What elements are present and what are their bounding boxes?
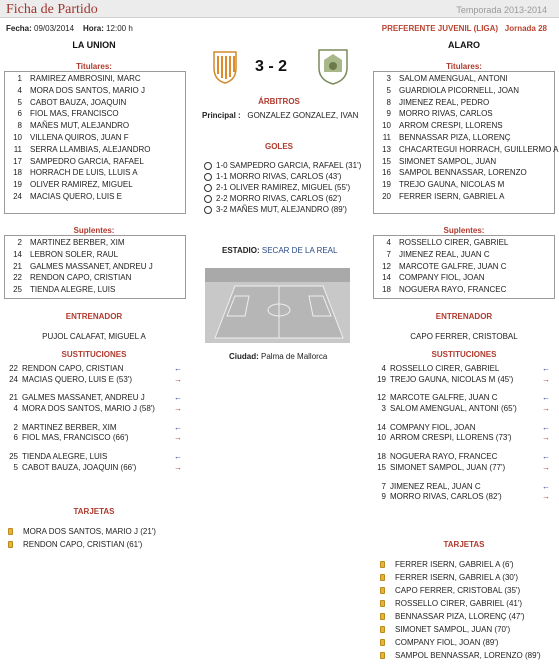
player-name[interactable]: OLIVER RAMIREZ, MIGUEL <box>30 180 133 190</box>
ball-icon <box>204 173 212 181</box>
player-row[interactable] <box>374 272 554 284</box>
goal-text: 1-1 MORRO RIVAS, CARLOS (43') <box>216 172 342 181</box>
page-title: Ficha de Partido <box>6 2 98 17</box>
player-number: 21 <box>13 261 22 271</box>
card-row <box>380 571 559 584</box>
home-starting-lineup <box>4 71 186 214</box>
player-number: 5 <box>13 462 18 472</box>
arrow-left-icon: ← <box>542 481 550 491</box>
card-row <box>380 558 559 571</box>
player-row[interactable] <box>374 249 554 261</box>
player-number: 15 <box>377 462 386 472</box>
player-number: 10 <box>382 121 391 131</box>
home-subs-label: SUSTITUCIONES <box>61 350 127 359</box>
card-text: MORA DOS SANTOS, MARIO J (21') <box>23 527 156 536</box>
player-row[interactable] <box>5 191 185 203</box>
player-number: 9 <box>381 492 386 502</box>
player-name[interactable]: RAMIREZ AMBROSINI, MARC <box>30 74 141 83</box>
player-name[interactable]: TIENDA ALEGRE, LUIS <box>22 452 108 462</box>
yellow-card-icon <box>8 541 13 548</box>
player-row[interactable] <box>5 284 185 296</box>
player-row[interactable] <box>374 156 554 168</box>
player-number: 16 <box>382 168 391 178</box>
referee: Principal : GONZALEZ GONZALEZ, IVAN <box>202 111 359 120</box>
ball-icon <box>204 206 212 214</box>
goal-row <box>204 160 364 171</box>
player-number: 17 <box>13 156 22 166</box>
player-number: 8 <box>17 121 22 131</box>
yellow-card-icon <box>380 600 385 607</box>
player-name[interactable]: SAMPEDRO GARCIA, RAFAEL <box>30 156 144 166</box>
player-row[interactable] <box>374 237 554 249</box>
substitution-row[interactable] <box>0 452 186 463</box>
card-row <box>380 584 559 597</box>
away-team-logo <box>316 46 350 86</box>
player-name[interactable]: SERRA LLAMBIAS, ALEJANDRO <box>30 144 151 154</box>
player-row[interactable] <box>374 191 554 203</box>
match-date: Fecha: 09/03/2014 Hora: 12:00 h <box>6 24 133 33</box>
home-substitutions <box>0 364 186 482</box>
player-row[interactable] <box>5 85 185 97</box>
player-row[interactable] <box>5 156 185 168</box>
substitution-row[interactable] <box>368 463 554 474</box>
player-name[interactable]: SALOM AMENGUAL, ANTONI (65') <box>390 404 517 414</box>
player-row[interactable] <box>5 97 185 109</box>
player-name[interactable]: FIOL MAS, FRANCISCO <box>30 109 119 119</box>
arrow-left-icon: ← <box>542 422 550 432</box>
player-number: 15 <box>382 156 391 166</box>
substitution-row[interactable] <box>368 433 554 444</box>
arrow-right-icon: → <box>542 404 550 414</box>
score: 3 - 2 <box>255 58 288 75</box>
player-number: 14 <box>377 422 386 432</box>
away-coach: CAPO FERRER, CRISTOBAL <box>410 332 518 341</box>
substitution-row[interactable] <box>368 452 554 463</box>
player-name[interactable]: LEBRON SOLER, RAUL <box>30 249 119 259</box>
player-name[interactable]: JIMENEZ REAL, JUAN C <box>390 481 481 491</box>
away-coach-label: ENTRENADOR <box>435 312 493 321</box>
card-row <box>380 597 559 610</box>
substitution-row[interactable] <box>0 433 186 444</box>
player-name[interactable]: TREJO GAUNA, NICOLAS M <box>399 180 505 190</box>
ball-icon <box>204 184 212 192</box>
goal-row <box>204 204 364 215</box>
home-suplentes-label: Suplentes: <box>73 226 115 235</box>
yellow-card-icon <box>8 528 13 535</box>
player-number: 4 <box>381 364 386 373</box>
substitution-row[interactable] <box>0 423 186 434</box>
player-row[interactable] <box>5 108 185 120</box>
player-number: 8 <box>386 97 391 107</box>
player-name[interactable]: COMPANY FIOL, JOAN <box>399 273 485 283</box>
home-team-name[interactable]: LA UNION <box>72 40 116 50</box>
home-coach: PUJOL CALAFAT, MIGUEL A <box>42 332 146 341</box>
player-number: 1 <box>17 74 22 83</box>
home-team-logo <box>212 48 238 84</box>
player-number: 11 <box>13 144 22 154</box>
player-number: 12 <box>382 261 391 271</box>
player-row[interactable] <box>374 167 554 179</box>
away-cards <box>380 558 559 662</box>
player-row[interactable] <box>5 272 185 284</box>
player-number: 14 <box>382 273 391 283</box>
player-name[interactable]: CABOT BAUZA, JOAQUIN (66') <box>22 462 137 472</box>
substitution-row[interactable] <box>368 492 554 503</box>
away-starting-lineup <box>373 71 559 214</box>
card-row <box>8 525 188 538</box>
player-name[interactable]: TIENDA ALEGRE, LUIS <box>30 285 116 295</box>
arrow-left-icon: ← <box>174 364 182 373</box>
player-name[interactable]: ROSSELLO CIRER, GABRIEL <box>399 238 509 247</box>
player-row[interactable] <box>374 284 554 296</box>
player-number: 19 <box>382 180 391 190</box>
player-name[interactable]: MARCOTE GALFRE, JUAN C <box>399 261 507 271</box>
home-titulares-label: Titulares: <box>76 62 112 71</box>
yellow-card-icon <box>380 626 385 633</box>
player-row[interactable] <box>374 261 554 273</box>
away-subs-label: SUSTITUCIONES <box>431 350 497 359</box>
ball-icon <box>204 195 212 203</box>
card-text: BENNASSAR PIZA, LLORENÇ (47') <box>395 612 525 621</box>
player-row[interactable] <box>5 179 185 191</box>
player-number: 3 <box>381 404 386 414</box>
player-number: 18 <box>382 285 391 295</box>
away-team-name[interactable]: ALARO <box>448 40 480 50</box>
arrow-left-icon: ← <box>174 452 182 462</box>
player-number: 7 <box>386 249 391 259</box>
arrow-left-icon: ← <box>174 393 182 403</box>
substitution-row[interactable] <box>368 364 554 375</box>
player-number: 2 <box>13 422 18 432</box>
competition: PREFERENTE JUVENIL (LIGA) Jornada 28 <box>381 24 547 33</box>
player-number: 6 <box>17 109 22 119</box>
player-name[interactable]: VILLENA QUIROS, JUAN F <box>30 132 129 142</box>
player-number: 19 <box>13 180 22 190</box>
player-number: 25 <box>9 452 18 462</box>
card-row <box>380 623 559 636</box>
stadium-name[interactable]: SECAR DE LA REAL <box>261 246 338 255</box>
substitution-row[interactable] <box>0 364 186 375</box>
player-name[interactable]: SALOM AMENGUAL, ANTONI <box>399 74 508 83</box>
player-name[interactable]: ARROM CRESPI, LLORENS (73') <box>390 433 512 443</box>
card-text: SAMPOL BENNASSAR, LORENZO (89') <box>395 651 541 660</box>
card-row <box>380 649 559 662</box>
player-row[interactable] <box>374 120 554 132</box>
player-name[interactable]: MORRO RIVAS, CARLOS <box>399 109 493 119</box>
player-number: 4 <box>386 238 391 247</box>
player-name[interactable]: JIMENEZ REAL, JUAN C <box>399 249 490 259</box>
player-row[interactable] <box>374 179 554 191</box>
player-number: 4 <box>17 85 22 95</box>
player-number: 5 <box>17 97 22 107</box>
away-suplentes-label: Suplentes: <box>443 226 485 235</box>
home-coach-label: ENTRENADOR <box>65 312 123 321</box>
player-name[interactable]: SIMONET SAMPOL, JUAN <box>399 156 497 166</box>
player-row[interactable] <box>374 108 554 120</box>
card-text: FERRER ISERN, GABRIEL A (6') <box>395 560 514 569</box>
player-row[interactable] <box>5 261 185 273</box>
player-number: 14 <box>13 249 22 259</box>
card-text: ROSSELLO CIRER, GABRIEL (41') <box>395 599 523 608</box>
arrow-left-icon: ← <box>542 393 550 403</box>
away-titulares-label: Titulares: <box>446 62 482 71</box>
player-name[interactable]: MACIAS QUERO, LUIS E <box>30 191 123 201</box>
substitution-row[interactable] <box>0 393 186 404</box>
player-number: 2 <box>17 238 22 247</box>
player-number: 18 <box>377 452 386 462</box>
goal-row <box>204 193 364 204</box>
card-text: SIMONET SAMPOL, JUAN (70') <box>395 625 511 634</box>
goal-row <box>204 182 364 193</box>
arrow-right-icon: → <box>174 374 182 384</box>
card-text: FERRER ISERN, GABRIEL A (30') <box>395 573 519 582</box>
card-row <box>380 636 559 649</box>
arrow-left-icon: ← <box>174 422 182 432</box>
card-text: COMPANY FIOL, JOAN (89') <box>395 638 499 647</box>
substitution-row[interactable] <box>0 375 186 386</box>
player-number: 22 <box>9 364 18 373</box>
yellow-card-icon <box>380 561 385 568</box>
arrow-right-icon: → <box>542 433 550 443</box>
player-name[interactable]: JIMENEZ REAL, PEDRO <box>399 97 490 107</box>
goles-label: GOLES <box>264 142 293 151</box>
substitution-row[interactable] <box>368 404 554 415</box>
player-name[interactable]: NOGUERA RAYO, FRANCEC <box>390 452 498 462</box>
player-row[interactable] <box>5 144 185 156</box>
player-name[interactable]: SIMONET SAMPOL, JUAN (77') <box>390 462 506 472</box>
stadium: ESTADIO: SECAR DE LA REAL <box>222 246 338 255</box>
player-number: 7 <box>381 481 386 491</box>
season-label: Temporada 2013-2014 <box>456 5 547 15</box>
substitution-row[interactable] <box>368 423 554 434</box>
goal-text: 1-0 SAMPEDRO GARCIA, RAFAEL (31') <box>216 161 362 170</box>
player-row[interactable] <box>5 167 185 179</box>
player-number: 10 <box>13 132 22 142</box>
player-name[interactable]: ROSSELLO CIRER, GABRIEL <box>390 364 500 373</box>
player-number: 11 <box>382 132 391 142</box>
player-name[interactable]: NOGUERA RAYO, FRANCEC <box>399 285 507 295</box>
player-name[interactable]: ARROM CRESPI, LLORENS <box>399 121 503 131</box>
player-number: 25 <box>13 285 22 295</box>
player-number: 10 <box>377 433 386 443</box>
arrow-right-icon: → <box>542 374 550 384</box>
arrow-right-icon: → <box>542 462 550 472</box>
away-substitutions <box>368 364 554 511</box>
arrow-left-icon: ← <box>542 364 550 373</box>
home-substitutes <box>4 235 186 299</box>
yellow-card-icon <box>380 652 385 659</box>
substitution-row[interactable] <box>0 404 186 415</box>
yellow-card-icon <box>380 574 385 581</box>
player-name[interactable]: MARTINEZ BERBER, XIM <box>22 422 117 432</box>
player-name[interactable]: GUARDIOLA PICORNELL, JOAN <box>399 85 520 95</box>
player-name[interactable]: MORA DOS SANTOS, MARIO J (58') <box>22 404 155 414</box>
player-name[interactable]: TREJO GAUNA, NICOLAS M (45') <box>390 374 514 384</box>
away-cards-label: TARJETAS <box>443 540 485 549</box>
ball-icon <box>204 162 212 170</box>
substitution-row[interactable] <box>368 393 554 404</box>
goal-row <box>204 171 364 182</box>
goals-list <box>204 160 364 215</box>
goal-text: 2-2 MORRO RIVAS, CARLOS (62') <box>216 194 342 203</box>
home-cards <box>8 525 188 551</box>
player-number: 13 <box>382 144 391 154</box>
substitution-row[interactable] <box>368 482 554 493</box>
player-name[interactable]: MAÑES MUT, ALEJANDRO <box>30 121 130 131</box>
player-number: 24 <box>13 191 22 201</box>
arrow-left-icon: ← <box>542 452 550 462</box>
player-number: 4 <box>13 404 18 414</box>
player-number: 9 <box>386 109 391 119</box>
player-name[interactable]: SAMPOL BENNASSAR, LORENZO <box>399 168 527 178</box>
yellow-card-icon <box>380 613 385 620</box>
player-row[interactable] <box>374 144 559 156</box>
player-name[interactable]: CHACARTEGUI HORRACH, GUILLERMO A <box>399 144 559 154</box>
player-number: 21 <box>9 393 18 403</box>
player-name[interactable]: HORRACH DE LUIS, LLUIS A <box>30 168 138 178</box>
player-number: 22 <box>13 273 22 283</box>
goal-text: 2-1 OLIVER RAMIREZ, MIGUEL (55') <box>216 183 351 192</box>
page-header <box>0 0 559 18</box>
stadium-photo <box>205 268 350 343</box>
arrow-right-icon: → <box>174 433 182 443</box>
player-name[interactable]: FIOL MAS, FRANCISCO (66') <box>22 433 129 443</box>
arbitros-label: ÁRBITROS <box>258 97 300 106</box>
card-row <box>380 610 559 623</box>
player-row[interactable] <box>374 85 554 97</box>
player-number: 19 <box>377 374 386 384</box>
arrow-right-icon: → <box>174 462 182 472</box>
player-row[interactable] <box>5 73 185 85</box>
player-row[interactable] <box>374 97 554 109</box>
player-name[interactable]: BENNASSAR PIZA, LLORENÇ <box>399 132 511 142</box>
player-row[interactable] <box>374 73 554 85</box>
player-number: 20 <box>382 191 391 201</box>
player-name[interactable]: RENDON CAPO, CRISTIAN <box>22 364 124 373</box>
player-name[interactable]: MARCOTE GALFRE, JUAN C <box>390 393 498 403</box>
yellow-card-icon <box>380 587 385 594</box>
substitution-row[interactable] <box>368 375 554 386</box>
player-name[interactable]: MORA DOS SANTOS, MARIO J <box>30 85 145 95</box>
player-number: 6 <box>13 433 18 443</box>
away-substitutes <box>373 235 555 299</box>
arrow-right-icon: → <box>542 492 550 502</box>
arrow-right-icon: → <box>174 404 182 414</box>
player-name[interactable]: GALMES MASSANET, ANDREU J <box>22 393 145 403</box>
player-name[interactable]: MARTINEZ BERBER, XIM <box>30 238 125 247</box>
goal-text: 3-2 MAÑES MUT, ALEJANDRO (89') <box>216 205 347 214</box>
yellow-card-icon <box>380 639 385 646</box>
player-name[interactable]: RENDON CAPO, CRISTIAN <box>30 273 132 283</box>
player-number: 5 <box>386 85 391 95</box>
card-text: CAPO FERRER, CRISTOBAL (35') <box>395 586 521 595</box>
card-row <box>8 538 188 551</box>
card-text: RENDON CAPO, CRISTIAN (61') <box>23 540 143 549</box>
player-name[interactable]: GALMES MASSANET, ANDREU J <box>30 261 153 271</box>
player-row[interactable] <box>5 249 185 261</box>
home-cards-label: TARJETAS <box>73 507 115 516</box>
player-row[interactable] <box>374 132 554 144</box>
player-name[interactable]: MORRO RIVAS, CARLOS (82') <box>390 492 502 502</box>
player-number: 12 <box>377 393 386 403</box>
player-name[interactable]: MACIAS QUERO, LUIS E (53') <box>22 374 132 384</box>
player-name[interactable]: COMPANY FIOL, JOAN <box>390 422 476 432</box>
player-row[interactable] <box>5 237 185 249</box>
player-row[interactable] <box>5 132 185 144</box>
substitution-row[interactable] <box>0 463 186 474</box>
city: Ciudad: Palma de Mallorca <box>229 352 328 361</box>
player-number: 18 <box>13 168 22 178</box>
player-number: 24 <box>9 374 18 384</box>
player-number: 3 <box>386 74 391 83</box>
player-row[interactable] <box>5 120 185 132</box>
player-name[interactable]: FERRER ISERN, GABRIEL A <box>399 191 505 201</box>
player-name[interactable]: CABOT BAUZA, JOAQUIN <box>30 97 127 107</box>
